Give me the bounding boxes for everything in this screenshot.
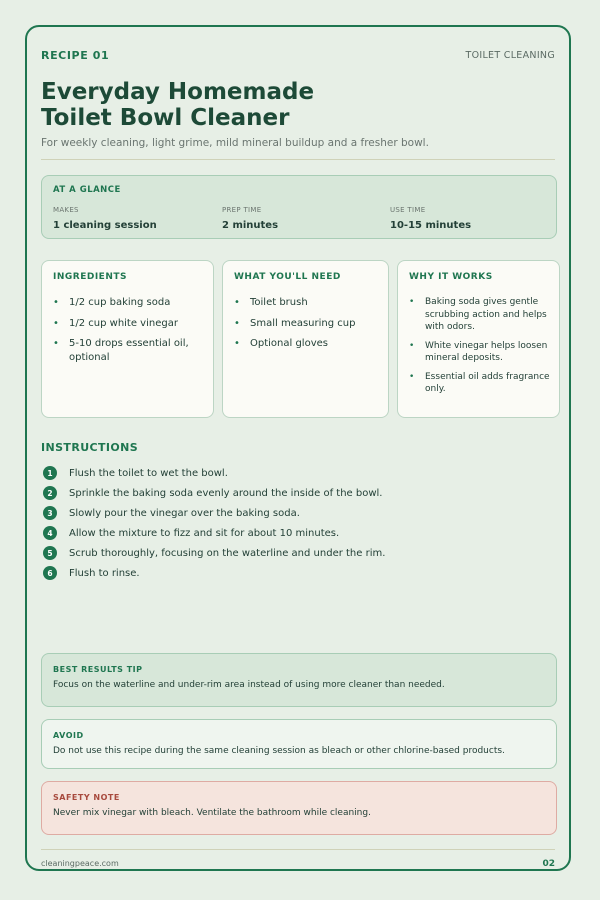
list-item: • Small measuring cup xyxy=(234,317,380,331)
step-number-badge: 5 xyxy=(43,546,57,560)
step-text: Sprinkle the baking soda evenly around the inside of the bowl. xyxy=(69,487,383,499)
why-it-works-panel xyxy=(397,260,560,418)
stat-prep-time xyxy=(222,206,278,231)
safety-text: Never mix vinegar with bleach. Ventilate the bathroom while cleaning. xyxy=(53,808,371,818)
list-item: • Essential oil adds fragrance only. xyxy=(409,371,551,396)
footer-divider xyxy=(41,849,555,850)
title-line-2: Toilet Bowl Cleaner xyxy=(41,105,290,131)
stat-value: 1 cleaning session xyxy=(53,220,157,231)
tip-label: BEST RESULTS TIP xyxy=(53,665,143,674)
avoid-note xyxy=(41,719,557,769)
needs-panel xyxy=(222,260,389,418)
why-label: WHY IT WORKS xyxy=(409,272,493,282)
header-divider xyxy=(41,159,555,160)
list-item: • Optional gloves xyxy=(234,337,380,351)
why-list xyxy=(409,296,551,402)
subtitle: For weekly cleaning, light grime, mild mineral buildup and a fresher bowl. xyxy=(41,137,429,149)
list-item: • Baking soda gives gentle scrubbing action and helps with odors. xyxy=(409,296,551,334)
stat-makes xyxy=(53,206,157,231)
top-line xyxy=(41,47,555,63)
title-line-1: Everyday Homemade xyxy=(41,79,315,105)
ingredients-list xyxy=(53,296,205,372)
stat-value: 10-15 minutes xyxy=(390,220,472,231)
page-number: 02 xyxy=(542,859,555,869)
list-item: • 1/2 cup white vinegar xyxy=(53,317,205,331)
instruction-step xyxy=(43,563,385,583)
list-item: • 5-10 drops essential oil, optional xyxy=(53,337,205,365)
best-results-tip xyxy=(41,653,557,707)
ingredients-panel xyxy=(41,260,214,418)
needs-list xyxy=(234,296,380,358)
avoid-text: Do not use this recipe during the same cleaning session as bleach or other chlorine-based products. xyxy=(53,746,505,756)
list-item: • Toilet brush xyxy=(234,296,380,310)
instructions-title: INSTRUCTIONS xyxy=(41,441,139,454)
page-title xyxy=(41,79,541,131)
safety-note xyxy=(41,781,557,835)
ingredients-label: INGREDIENTS xyxy=(53,272,127,282)
recipe-card xyxy=(25,25,571,871)
at-a-glance-panel xyxy=(41,175,557,239)
instruction-step xyxy=(43,483,385,503)
needs-label: WHAT YOU'LL NEED xyxy=(234,272,341,282)
instructions-list xyxy=(43,463,385,583)
category-label: TOILET CLEANING xyxy=(465,49,555,61)
step-number-badge: 1 xyxy=(43,466,57,480)
instruction-step xyxy=(43,463,385,483)
stat-label: USE TIME xyxy=(390,206,426,214)
instruction-step xyxy=(43,543,385,563)
tip-text: Focus on the waterline and under-rim area instead of using more cleaner than needed. xyxy=(53,680,445,690)
stat-label: PREP TIME xyxy=(222,206,262,214)
step-text: Slowly pour the vinegar over the baking soda. xyxy=(69,507,300,519)
safety-label: SAFETY NOTE xyxy=(53,793,120,802)
recipe-number: RECIPE 01 xyxy=(41,48,110,62)
stat-value: 2 minutes xyxy=(222,220,279,231)
step-number-badge: 2 xyxy=(43,486,57,500)
step-text: Flush to rinse. xyxy=(69,567,140,579)
avoid-label: AVOID xyxy=(53,731,84,740)
step-number-badge: 4 xyxy=(43,526,57,540)
footer-site: cleaningpeace.com xyxy=(41,859,119,868)
instruction-step xyxy=(43,503,385,523)
instruction-step xyxy=(43,523,385,543)
step-number-badge: 3 xyxy=(43,506,57,520)
step-text: Scrub thoroughly, focusing on the waterline and under the rim. xyxy=(69,547,386,559)
stat-label: MAKES xyxy=(53,206,79,214)
step-text: Flush the toilet to wet the bowl. xyxy=(69,467,228,479)
step-text: Allow the mixture to fizz and sit for about 10 minutes. xyxy=(69,527,340,539)
list-item: • White vinegar helps loosen mineral deposits. xyxy=(409,340,551,365)
step-number-badge: 6 xyxy=(43,566,57,580)
list-item: • 1/2 cup baking soda xyxy=(53,296,205,310)
at-a-glance-label: AT A GLANCE xyxy=(53,185,121,195)
stat-use-time xyxy=(390,206,471,231)
